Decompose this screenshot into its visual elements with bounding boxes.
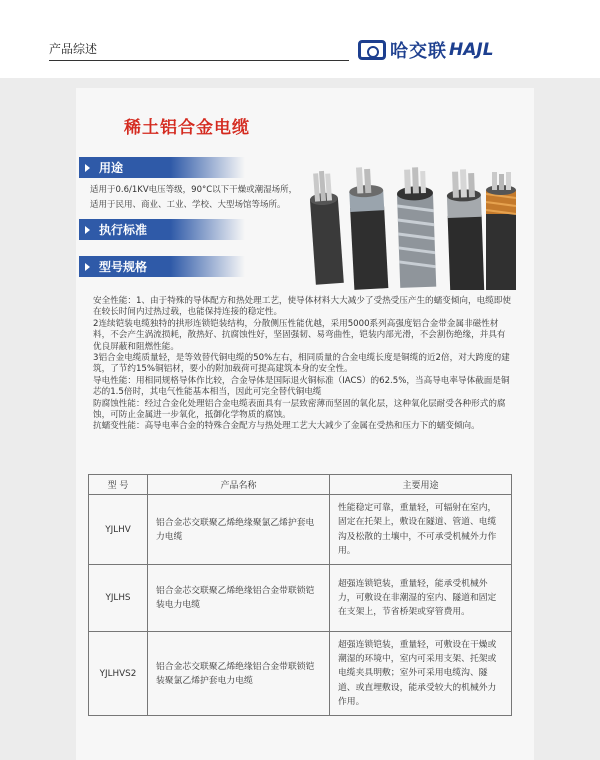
cell-name: 铝合金芯交联聚乙烯绝缘铝合金带联锁铠装聚氯乙烯护套电力电缆 xyxy=(148,632,330,716)
cable-4 xyxy=(446,169,484,290)
cell-use: 性能稳定可靠，重量轻，可辐射在室内，固定在托架上，敷设在隧道、管道、电缆沟及松散的土壤中，不可承受机械外力作用。 xyxy=(330,495,512,565)
description-paragraph: 2连续铠装电缆独特的拱形连锁铠装结构，分散侧压性能优越，采用5000系列高强度铝合金带金属非磁性材料，不会产生涡流损耗，散热好、抗腐蚀性好，坚固强韧、易弯曲性，铠装内部光滑，不会割伤绝缘，并具有优良屏蔽和阻燃性能。 xyxy=(93,318,506,352)
logo-mark-icon xyxy=(358,40,386,60)
table-row xyxy=(89,495,512,565)
spec-table xyxy=(88,474,512,716)
description-paragraph: 抗蠕变性能：高导电率合金的特殊合金配方与热处理工艺大大减少了金属在受热和压力下的蠕变倾向。 xyxy=(93,421,480,432)
header-use: 主要用途 xyxy=(330,475,512,495)
section-model-label: 型号规格 xyxy=(99,260,148,274)
logo-cn: 哈交联 xyxy=(390,41,447,62)
description-paragraph: 3铝合金电缆质量轻，是等效替代铜电缆的50%左右，相同质量的合金电缆长度是铜缆的近2倍，对大跨度的建筑，了节约15%铜铝材，要小的附加载荷可提高建筑本身的安全性。 xyxy=(93,353,510,375)
usage-line: 适用于民用、商业、工业、学校、大型场馆等场所。 xyxy=(90,200,286,210)
cable-1 xyxy=(308,170,344,285)
table-header-row xyxy=(89,475,512,495)
description-paragraph: 防腐蚀性能：经过合金化处理铝合金电缆表面具有一层致密薄而坚固的氧化层，这种氧化层耐受各种形式的腐蚀，可防止金属进一步氧化，抵御化学物质的腐蚀。 xyxy=(93,398,506,421)
section-bar-standard xyxy=(79,219,245,240)
section-label: 产品综述 xyxy=(49,42,98,56)
usage-text xyxy=(90,183,310,213)
cell-model: YJLHV xyxy=(89,495,148,565)
table-row xyxy=(89,565,512,632)
cell-name: 铝合金芯交联聚乙烯绝缘聚氯乙烯护套电力电缆 xyxy=(148,495,330,565)
header-model: 型 号 xyxy=(89,475,148,495)
cell-use: 超强连锁铠装，重量轻，能承受机械外力，可敷设在非潮湿的室内、隧道和固定在支架上，节省桥架或穿管费用。 xyxy=(330,565,512,632)
cable-5 xyxy=(486,172,516,290)
description-paragraph: 导电性能：用相同规格导体作比较，合金导体是国际退火铜标准（IACS）的62.5%，当高导电率导体截面是铜芯的1.5倍时，其电气性能基本相当，因此可完全替代铜电缆 xyxy=(93,375,510,398)
page-header xyxy=(0,0,600,78)
product-title: 稀土铝合金电缆 xyxy=(124,118,250,138)
cable-2 xyxy=(348,166,388,290)
cell-use: 超强连锁铠装，重量轻，可敷设在干燥或潮湿的环境中，室内可采用支架、托架或电缆夹具明敷；室外可采用电缆沟、隧道、或直埋敷设，能承受较大的机械外力作用。 xyxy=(330,632,512,716)
logo-en: HAJL xyxy=(449,40,494,60)
header-name: 产品名称 xyxy=(148,475,330,495)
company-logo xyxy=(358,37,494,63)
section-bar-usage xyxy=(79,157,245,178)
table-row xyxy=(89,632,512,716)
description-paragraph: 安全性能：1、由于特殊的导体配方和热处理工艺，使导体材料大大减少了受热受压产生的蠕变倾向，电缆即使在较长时间内过热过载，也能保持连接的稳定性。 xyxy=(93,296,511,318)
section-bar-model xyxy=(79,256,245,277)
usage-line: 适用于0.6/1KV电压等级，90°C以下干燥或潮湿场所， xyxy=(90,185,298,195)
cell-name: 铝合金芯交联聚乙烯绝缘铝合金带联锁铠装电力电缆 xyxy=(148,565,330,632)
cable-product-photo xyxy=(300,150,522,290)
cell-model: YJLHS xyxy=(89,565,148,632)
header-rule xyxy=(49,60,349,61)
section-standard-label: 执行标准 xyxy=(99,223,148,237)
section-usage-label: 用途 xyxy=(99,161,124,175)
cable-3 xyxy=(396,167,436,288)
cell-model: YJLHVS2 xyxy=(89,632,148,716)
product-description xyxy=(93,296,513,433)
